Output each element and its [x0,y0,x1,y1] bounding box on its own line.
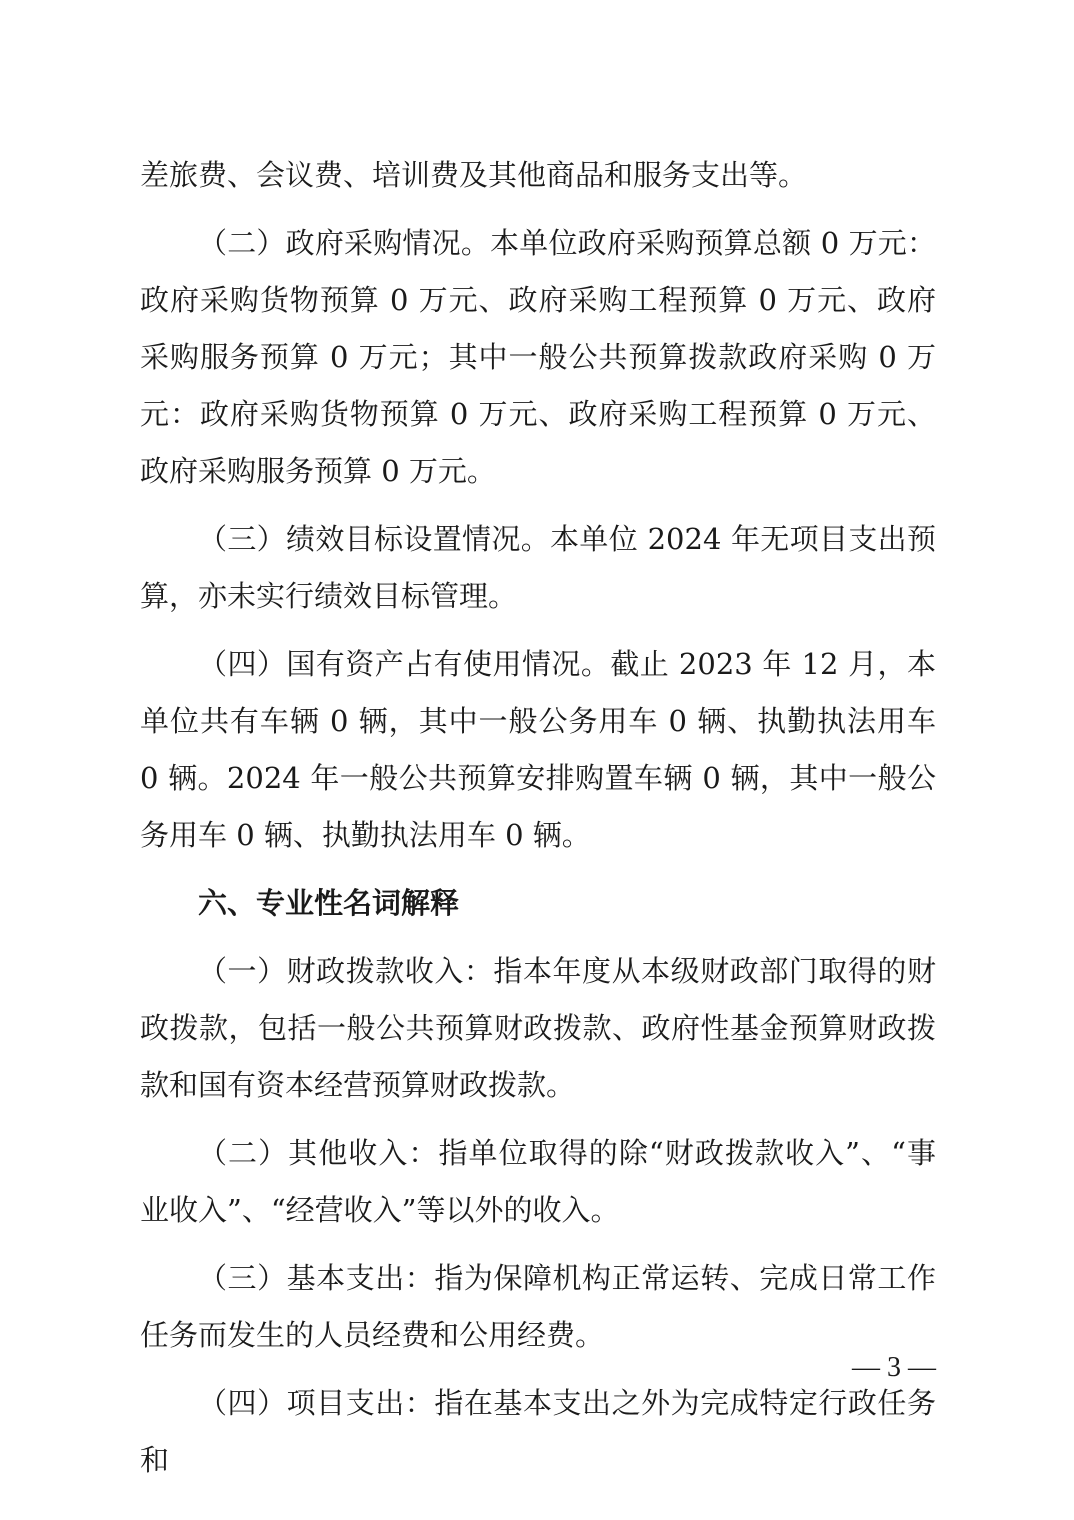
paragraph-state-assets [140,636,936,864]
paragraph-lead: （一）财政拨款收入： [198,954,494,988]
paragraph-lead: （三）基本支出： [198,1261,435,1295]
paragraph-lead: （二）政府采购情况。 [198,226,491,260]
paragraph-performance-targets [140,511,936,625]
paragraph-text: 指在基本支出之外为完成特定行政任务和 [140,1386,936,1477]
paragraph-government-procurement [140,215,936,500]
paragraph-text: 差旅费、会议费、培训费及其他商品和服务支出等。 [140,158,808,192]
paragraph-text: 本单位政府采购预算总额 0 万元：政府采购货物预算 0 万元、政府采购工程预算 0 万元、政府采购服务预算 0 万元；其中一般公共预算拨款政府采购 0 万元：政府采购货物预算 0 万元、政府采购工程预算 0 万元、政府采购服务预算 0 万元。 [140,226,936,488]
paragraph-text: 指本年度从本级财政部门取得的财政拨款，包括一般公共预算财政拨款、政府性基金预算财政拨款和国有资本经营预算财政拨款。 [140,954,936,1102]
paragraph-project-expenditure [140,1375,936,1489]
paragraph-lead: （四）国有资产占有使用情况。 [198,647,611,681]
paragraph-text: 指单位取得的除“财政拨款收入”、“事业收入”、“经营收入”等以外的收入。 [140,1136,936,1227]
paragraph-text: 本单位 2024 年无项目支出预算，亦未实行绩效目标管理。 [140,522,936,613]
paragraph-basic-expenditure [140,1250,936,1364]
paragraph-fiscal-appropriation-income [140,943,936,1114]
paragraph-text: 指为保障机构正常运转、完成日常工作任务而发生的人员经费和公用经费。 [140,1261,936,1352]
paragraph-continuation [140,147,936,204]
paragraph-lead: （二）其他收入： [198,1136,439,1170]
section-heading: 六、专业性名词解释 [198,886,460,920]
paragraph-other-income [140,1125,936,1239]
paragraph-lead: （三）绩效目标设置情况。 [198,522,551,556]
paragraph-text: 截止 2023 年 12 月，本单位共有车辆 0 辆，其中一般公务用车 0 辆、执勤执法用车 0 辆。2024 年一般公共预算安排购置车辆 0 辆，其中一般公务用车 0 辆、执勤执法用车 0 辆。 [140,647,936,852]
page-number: — 3 — [852,1352,936,1383]
body-text [140,147,936,1500]
paragraph-lead: （四）项目支出： [198,1386,435,1420]
